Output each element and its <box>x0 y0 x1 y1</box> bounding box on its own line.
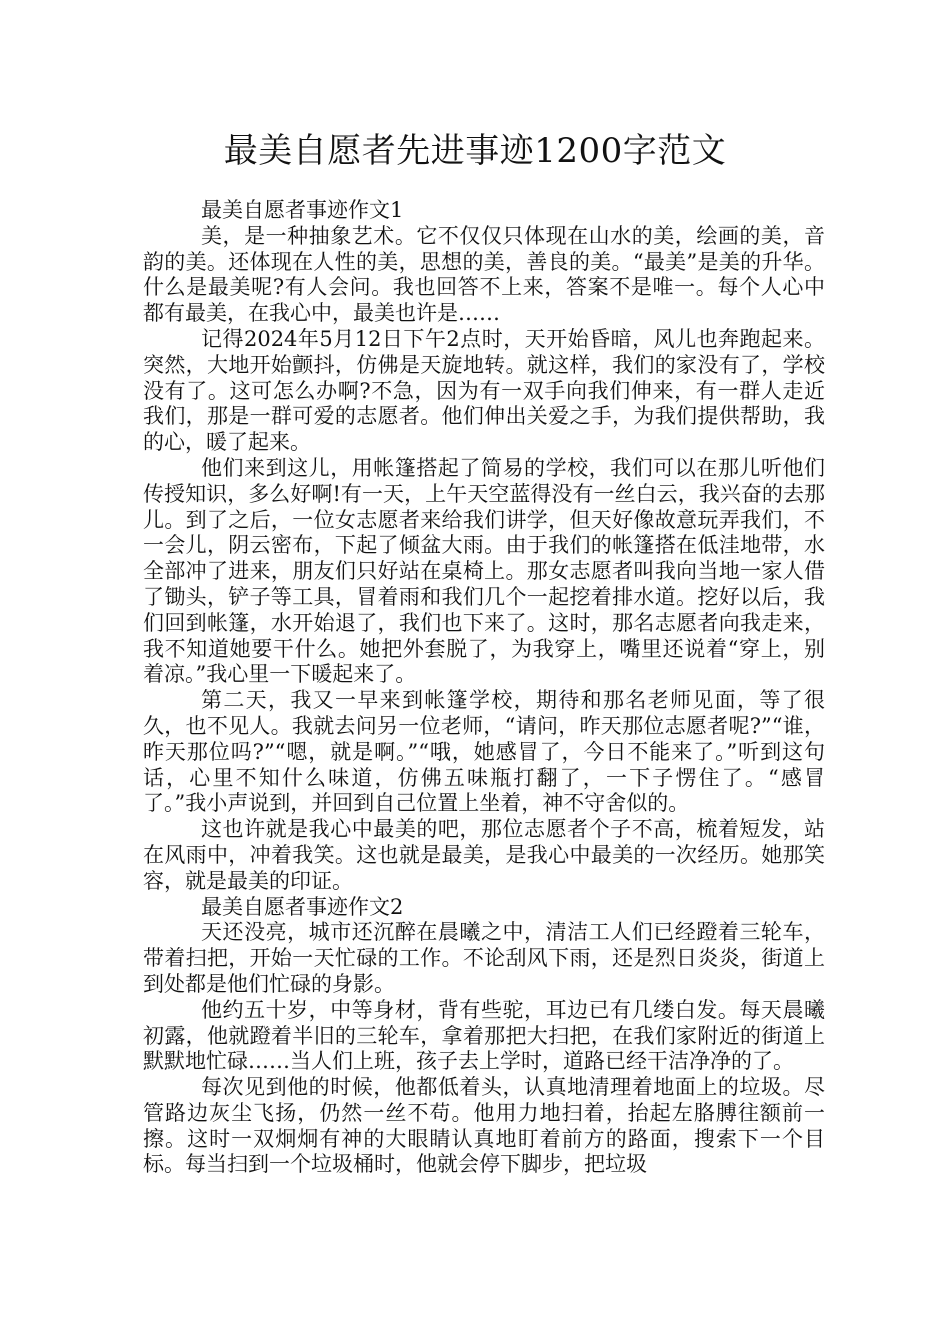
paragraph: 他约五十岁，中等身材，背有些驼，耳边已有几缕白发。每天晨曦初露，他就蹬着半旧的三轮车，拿着那把大扫把，在我们家附近的街道上默默地忙碌……当人们上班，孩子去上学时，道路已经干洁净净的了。 <box>143 997 825 1074</box>
paragraph: 他们来到这儿，用帐篷搭起了简易的学校，我们可以在那儿听他们传授知识，多么好啊!有一天，上午天空蓝得没有一丝白云，我兴奋的去那儿。到了之后，一位女志愿者来给我们讲学，但天好像故意玩弄我们，不一会儿，阴云密布，下起了倾盆大雨。由于我们的帐篷搭在低洼地带，水全部冲了进来，朋友们只好站在桌椅上。那女志愿者叫我向当地一家人借了锄头，铲子等工具，冒着雨和我们几个一起挖着排水道。挖好以后，我们回到帐篷，水开始退了，我们也下来了。这时，那名志愿者向我走来，我不知道她要干什么。她把外套脱了，为我穿上，嘴里还说着“穿上，别着凉。”我心里一下暖起来了。 <box>143 455 825 687</box>
paragraph: 天还没亮，城市还沉醉在晨曦之中，清洁工人们已经蹬着三轮车，带着扫把，开始一天忙碌的工作。不论刮风下雨，还是烈日炎炎，街道上到处都是他们忙碌的身影。 <box>143 920 825 996</box>
document-body <box>143 198 825 1178</box>
paragraph: 每次见到他的时候，他都低着头，认真地清理着地面上的垃圾。尽管路边灰尘飞扬，仍然一丝不苟。他用力地扫着，抬起左胳膊往额前一擦。这时一双炯炯有神的大眼睛认真地盯着前方的路面，搜索下一个目标。每当扫到一个垃圾桶时，他就会停下脚步，把垃圾 <box>143 1075 825 1177</box>
section-heading-1: 最美自愿者事迹作文1 <box>201 198 404 222</box>
paragraph: 这也许就是我心中最美的吧，那位志愿者个子不高，梳着短发，站在风雨中，冲着我笑。这也就是最美，是我心中最美的一次经历。她那笑容，就是最美的印证。 <box>143 817 825 893</box>
section-heading-2: 最美自愿者事迹作文2 <box>201 894 404 919</box>
document-title: 最美自愿者先进事迹1200字范文 <box>223 131 727 171</box>
paragraph: 记得2024年5月12日下午2点时，天开始昏暗，风儿也奔跑起来。突然，大地开始颤抖，仿佛是天旋地转。就这样，我们的家没有了，学校没有了。这可怎么办啊?不急，因为有一双手向我们伸来，有一群人走近我们，那是一群可爱的志愿者。他们伸出关爱之手，为我们提供帮助，我的心，暖了起来。 <box>143 326 825 455</box>
paragraph: 美，是一种抽象艺术。它不仅仅只体现在山水的美，绘画的美，音韵的美。还体现在人性的美，思想的美，善良的美。“最美”是美的升华。什么是最美呢?有人会问。我也回答不上来，答案不是唯一。每个人心中都有最美，在我心中，最美也许是…… <box>143 223 825 326</box>
paragraph: 第二天，我又一早来到帐篷学校，期待和那名老师见面，等了很久，也不见人。我就去问另一位老师，“请问，昨天那位志愿者呢?”“谁，昨天那位吗?”“嗯，就是啊。”“哦，她感冒了，今日不能来了。”听到这句话，心里不知什么味道，仿佛五味瓶打翻了，一下子愣住了。“感冒了。”我小声说到，并回到自己位置上坐着，神不守舍似的。 <box>143 688 825 816</box>
